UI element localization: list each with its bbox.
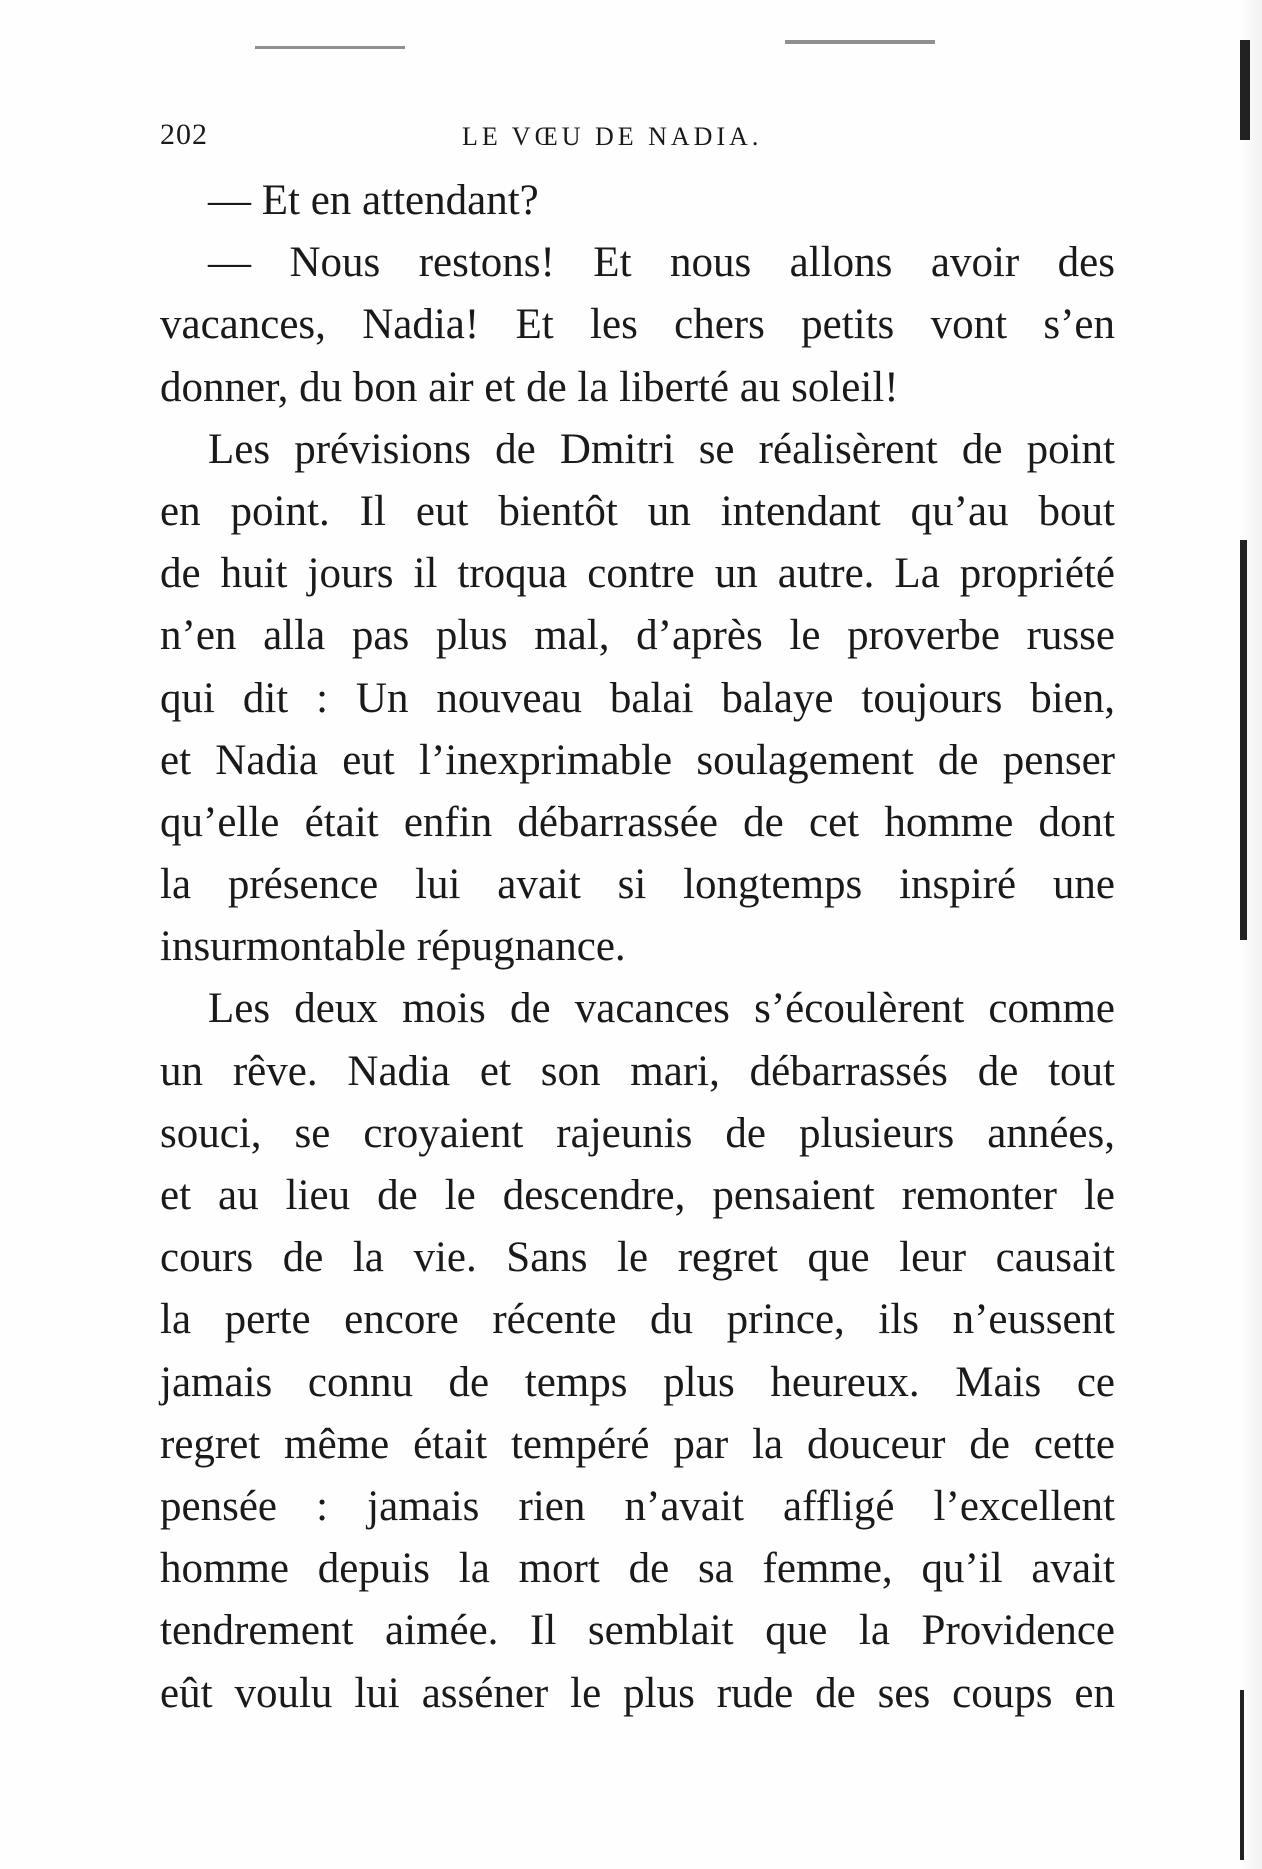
page-number: 202 bbox=[160, 118, 208, 151]
page-edge-shadow bbox=[1240, 0, 1262, 1869]
text-line: regret même était tempéré par la douceur de cette bbox=[160, 1420, 1115, 1468]
text-line: n’en alla pas plus mal, d’après le proverbe russe bbox=[160, 612, 1115, 660]
text-line: donner, du bon air et de la liberté au soleil! bbox=[160, 363, 899, 411]
body-text bbox=[160, 170, 1115, 1725]
text-line: Les deux mois de vacances s’écoulèrent comme bbox=[208, 985, 1115, 1033]
text-line: tendrement aimée. Il semblait que la Providence bbox=[160, 1607, 1115, 1655]
text-line: et au lieu de le descendre, pensaient remonter le bbox=[160, 1172, 1115, 1219]
text-line: — Nous restons! Et nous allons avoir des bbox=[208, 239, 1115, 287]
text-line: homme depuis la mort de sa femme, qu’il avait bbox=[160, 1545, 1115, 1593]
running-title: LE VŒU DE NADIA. bbox=[462, 122, 763, 151]
text-line: pensée : jamais rien n’avait affligé l’excellent bbox=[160, 1482, 1115, 1530]
scan-artifact-top-left bbox=[255, 46, 405, 49]
text-line: eût voulu lui asséner le plus rude de ses coups en bbox=[160, 1669, 1115, 1717]
page-header bbox=[160, 118, 1120, 158]
text-line: un rêve. Nadia et son mari, débarrassés de tout bbox=[160, 1047, 1115, 1095]
text-line: en point. Il eut bientôt un intendant qu’au bout bbox=[160, 487, 1115, 535]
text-line: Les prévisions de Dmitri se réalisèrent de point bbox=[208, 425, 1115, 473]
text-line: jamais connu de temps plus heureux. Mais ce bbox=[160, 1358, 1115, 1406]
text-line: souci, se croyaient rajeunis de plusieurs années, bbox=[160, 1109, 1115, 1157]
text-line: — Et en attendant? bbox=[208, 177, 539, 224]
text-line: de huit jours il troqua contre un autre. La propriété bbox=[160, 550, 1115, 598]
text-line: insurmontable répugnance. bbox=[160, 923, 626, 971]
text-line: et Nadia eut l’inexprimable soulagement de penser bbox=[160, 736, 1115, 784]
text-line: qu’elle était enfin débarrassée de cet homme dont bbox=[160, 798, 1115, 846]
text-line: la présence lui avait si longtemps inspiré une bbox=[160, 861, 1115, 909]
text-line: la perte encore récente du prince, ils n’eussent bbox=[160, 1296, 1115, 1344]
text-line: qui dit : Un nouveau balai balaye toujours bien, bbox=[160, 674, 1115, 722]
text-line: cours de la vie. Sans le regret que leur causait bbox=[160, 1234, 1115, 1282]
scan-artifact-top-right bbox=[785, 40, 935, 44]
text-line: vacances, Nadia! Et les chers petits vont s’en bbox=[160, 301, 1115, 349]
